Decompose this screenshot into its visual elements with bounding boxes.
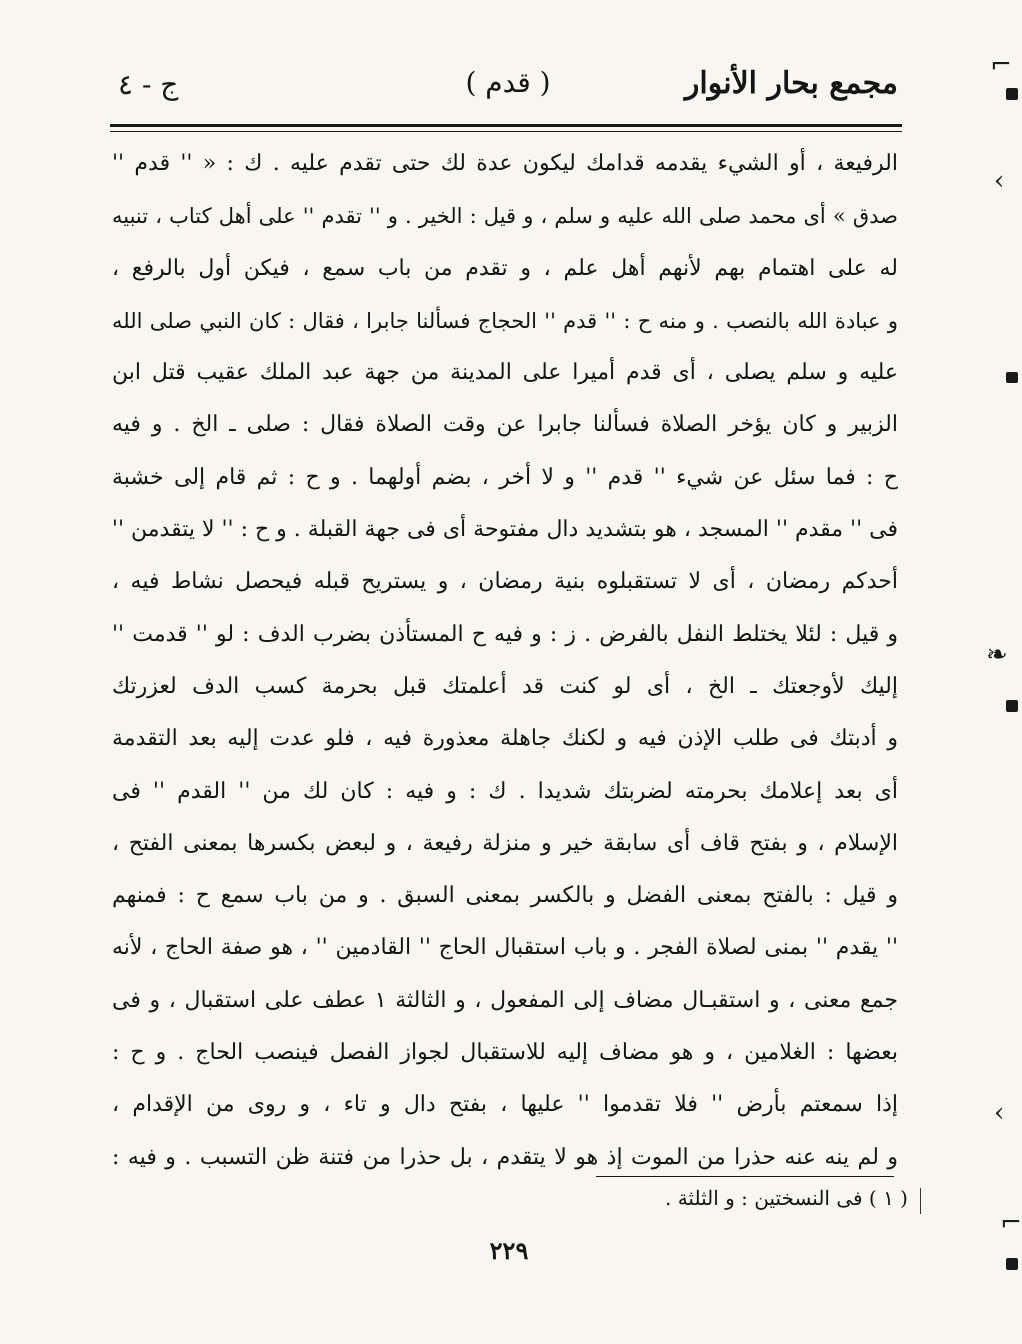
header-rule-thick xyxy=(110,124,902,127)
scan-edge-tick: ❧ xyxy=(986,640,1008,670)
text-line: جمع معنى ، و استقبـال مضاف إلى المفعول ، و الثالثة ١ عطف على استقبال ، و فى xyxy=(112,987,898,1013)
volume-number: ج - ٤ xyxy=(118,68,179,101)
header-rule-thin xyxy=(110,131,902,132)
scan-edge-mark xyxy=(1006,700,1018,712)
text-line: الزبير و كان يؤخر الصلاة فسألنا جابرا عن وقت الصلاة فقال : صلى ـ الخ . و فيه xyxy=(112,412,898,438)
scan-edge-tick: ‹ xyxy=(994,166,1005,196)
text-line: أحدكم رمضان ، أى لا تستقبلوه بنية رمضان ، و يستريح قبله فيحصل نشاط فيه ، xyxy=(112,569,898,595)
text-line: إليك لأوجعتك ـ الخ ، أى لو كنت قد أعلمتك قبل بحرمة كسب الدف لعزرتك xyxy=(112,673,898,699)
text-line: له على اهتمام بهم لأنهم أهل علم ، و تقدم من باب سمع ، فيكن أول بالرفع ، xyxy=(112,255,898,281)
text-line: ح : فما سئل عن شيء '' قدم '' و لا أخر ، بضم أولهما . و ح : ثم قام إلى خشبة xyxy=(112,464,898,490)
text-line: الإسلام ، و بفتح قاف أى سابقة خير و منزلة رفيعة ، و لبعض بكسرها بمعنى الفتح ، xyxy=(112,830,898,856)
text-line: الرفيعة ، أو الشيء يقدمه قدامك ليكون عدة لك حتى تقدم عليه . ك : « '' قدم '' xyxy=(112,151,898,176)
text-line: و أدبتك فى طلب الإذن فيه و لكنك جاهلة معذورة فيه ، فلو عدت إليه بعد التقدمة xyxy=(112,726,898,752)
text-line: فى '' مقدم '' المسجد ، هو بتشديد دال مفتوحة أى فى جهة القبلة . و ح : '' لا يتقدمن '' xyxy=(111,517,898,543)
text-line: أى بعد إعلامك بحرمته لضربتك شديدا . ك : و فيه : كان لك من '' القدم '' فى xyxy=(112,778,898,804)
running-header xyxy=(118,62,898,122)
scan-edge-mark xyxy=(1006,88,1018,100)
book-title: مجمع بحار الأنوار xyxy=(684,66,898,101)
text-line: و لم ينه عنه حذرا من الموت إذ هو لا يتقدم ، بل حذرا من فتنة ظن التسبب . و فيه : xyxy=(112,1144,898,1170)
scan-edge-tick: ⌐ xyxy=(990,50,1012,80)
entry-heading: ( قدم ) xyxy=(465,66,551,99)
text-line: عليه و سلم يصلى ، أى قدم أميرا على المدينة من جهة عبد الملك عقيب قتل ابن xyxy=(112,360,898,386)
text-line: و قيل : بالفتح بمعنى الفضل و بالكسر بمعنى السبق . و من باب سمع ح : فمنهم xyxy=(112,883,898,909)
footnote-rule xyxy=(596,1176,894,1177)
text-line: صدق » أى محمد صلى الله عليه و سلم ، و قيل : الخير . و '' تقدم '' على أهل كتاب ، تنبيه xyxy=(112,204,898,229)
text-line: بعضها : الغلامين ، و هو مضاف إليه للاستقبال لجواز الفصل فينصب الحاج . و ح : xyxy=(112,1040,898,1066)
main-text xyxy=(112,138,898,1184)
page-number: ٢٢٩ xyxy=(489,1236,529,1265)
text-line: '' يقدم '' بمنى لصلاة الفجر . و باب استقبال الحاج '' القادمين '' ، هو صفة الحاج ، لأنه xyxy=(112,935,898,961)
scan-edge-mark xyxy=(1006,1258,1018,1270)
footnote: ( ١ ) فى النسختين : و الثلثة . xyxy=(664,1186,908,1210)
text-line: و عبادة الله بالنصب . و منه ح : '' قدم '' الحجاج فسألنا جابرا ، فقال : كان النبي صلى الله xyxy=(112,308,898,333)
margin-bar xyxy=(920,1188,921,1214)
text-line: إذا سمعتم بأرض '' فلا تقدموا '' عليها ، بفتح دال و تاء ، و روى من الإقدام ، xyxy=(112,1092,898,1118)
scan-edge-tick: ‹ xyxy=(994,1098,1005,1128)
scan-edge-tick: ⌐ xyxy=(1000,1208,1022,1238)
text-line: و قيل : لئلا يختلط النفل بالفرض . ز : و فيه ح المستأذن بضرب الدف : لو '' قدمت '' xyxy=(112,621,898,647)
scan-edge-mark xyxy=(1006,372,1018,383)
